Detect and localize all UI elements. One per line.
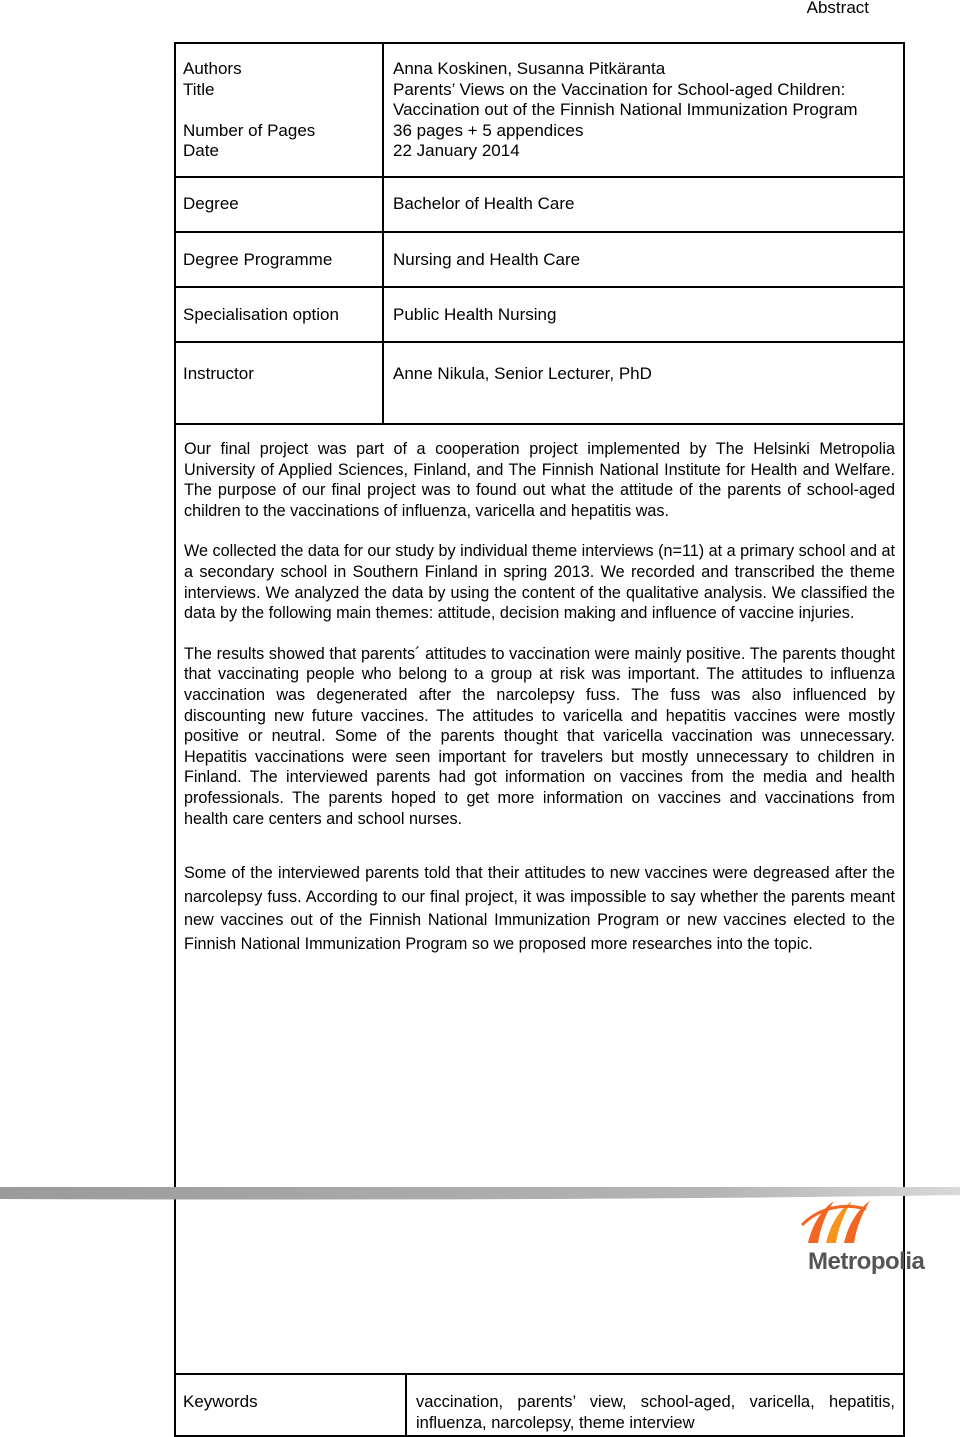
pages-label: Number of Pages xyxy=(183,121,316,140)
keywords-label: Keywords xyxy=(183,1392,258,1411)
instructor-value: Anne Nikula, Senior Lecturer, PhD xyxy=(393,364,652,383)
authors-value: Anna Koskinen, Susanna Pitkäranta xyxy=(393,59,666,78)
metropolia-logo-text: Metropolia xyxy=(808,1248,925,1275)
abstract-paragraph: The results showed that parents´ attitudes to vaccination were mainly positive. The parents thought that vaccinating people who belong to a group at risk was important. The attitudes to influenza vaccination was degenerated after the narcolepsy fuss. The fuss was also influenced by discounting new future vaccines. The attitudes to varicella and hepatitis vaccines were mostly positive or neutral. Some of the parents thought that varicella vaccination was unnecessary. Hepatitis vaccinations were seen important for travelers but mostly unnecessary to children in Finland. The interviewed parents had got information on vaccines from the media and health professionals. The parents hoped to get more information on vaccines and vaccinations from health care centers and school nurses. xyxy=(184,644,895,828)
degree-value: Bachelor of Health Care xyxy=(393,194,575,213)
abstract-paragraph: Some of the interviewed parents told that their attitudes to new vaccines were degreased after the narcolepsy fuss. According to our final project, it was impossible to say whether the parents meant new vaccines out of the Finnish National Immunization Program or new vaccines elected to the Finnish National Immunization Program so we proposed more researches into the topic. xyxy=(184,864,895,953)
instructor-label: Instructor xyxy=(183,364,254,383)
meta-row xyxy=(176,44,903,178)
degree-row xyxy=(176,178,903,233)
page-header-abstract: Abstract xyxy=(806,0,869,17)
abstract-paragraph: Our final project was part of a cooperation project implemented by The Helsinki Metropolia University of Applied Sciences, Finland, and The Finnish National Institute for Health and Welfare. The purpose of our final project was to found out what the attitude of the parents of school-aged children to the vaccinations of influenza, varicella and hepatitis was. xyxy=(184,440,895,520)
pages-value: 36 pages + 5 appendices xyxy=(393,121,584,140)
authors-label: Authors xyxy=(183,59,242,78)
date-value: 22 January 2014 xyxy=(393,141,520,160)
programme-row xyxy=(176,233,903,288)
specialisation-value: Public Health Nursing xyxy=(393,305,557,324)
title-label: Title xyxy=(183,80,215,99)
degree-label: Degree xyxy=(183,194,239,213)
keywords-row xyxy=(176,1373,903,1435)
instructor-row xyxy=(176,343,903,425)
specialisation-label: Specialisation option xyxy=(183,305,339,324)
programme-label: Degree Programme xyxy=(183,250,333,269)
programme-value: Nursing and Health Care xyxy=(393,250,581,269)
title-value-line2: Vaccination out of the Finnish National Immunization Program xyxy=(393,100,858,119)
abstract-paragraph: We collected the data for our study by individual theme interviews (n=11) at a primary school and at a secondary school in Southern Finland in spring 2013. We recorded and transcribed the theme interviews. We analyzed the data by using the content of the qualitative analysis. We classified the data by the following main themes: attitude, decision making and influence of vaccine injuries. xyxy=(184,542,895,623)
date-label: Date xyxy=(183,141,219,160)
title-value-line1: Parents’ Views on the Vaccination for School-aged Children: xyxy=(393,80,846,99)
specialisation-row xyxy=(176,288,903,343)
keywords-value: vaccination, parents’ view, school-aged, varicella, hepatitis, influenza, narcolepsy, theme interview xyxy=(416,1393,895,1432)
